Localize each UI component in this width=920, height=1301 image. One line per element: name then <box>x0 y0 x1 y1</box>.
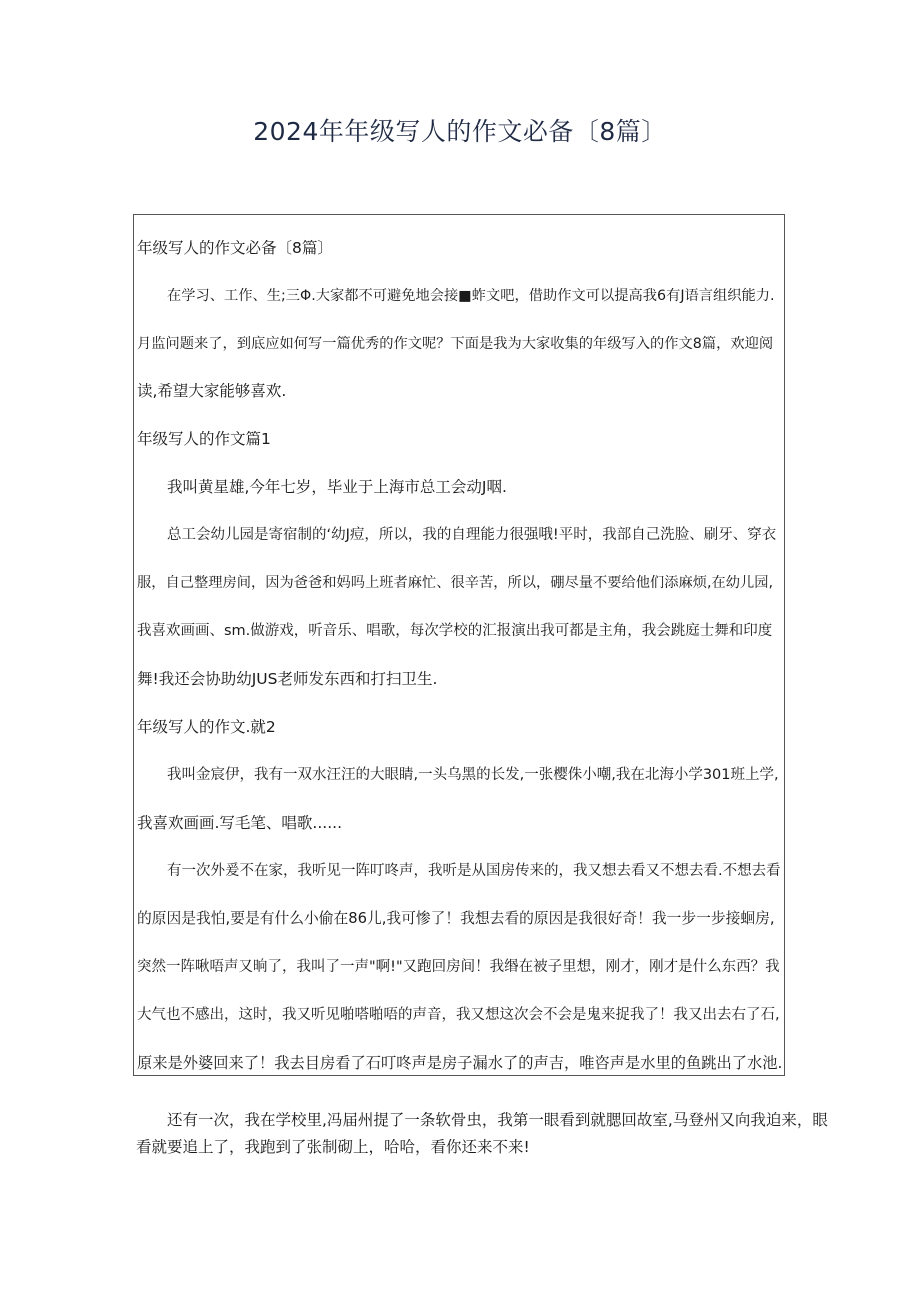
intro-line-2: 月监问题来了，到底应如何写一篇优秀的作文呢？下面是我为大家收集的年级写入的作文8篇，欢迎阅 <box>137 336 774 352</box>
section1-title: 年级写人的作文篇1 <box>137 430 271 448</box>
section2-p2-line-5: 原来是外婆回来了！我去目房看了石叮咚声是房子漏水了的声吉，唯咨声是水里的鱼跳出了水池. <box>137 1054 783 1072</box>
section1-p2-line-3: 我喜欢画画、sm.做游戏，听音乐、唱歌，每次学校的汇报演出我可都是主角，我会跳庭士舞和印度 <box>137 623 773 639</box>
section2-p1-line-2: 我喜欢画画.写毛笔、唱歌...... <box>137 814 342 832</box>
box-heading: 年级写人的作文必备〔8篇〕 <box>137 239 333 257</box>
section2-title: 年级写人的作文.就2 <box>137 718 276 736</box>
document-title: 2024年年级写人的作文必备〔8篇〕 <box>253 117 667 146</box>
outside-line-2: 看就要追上了，我跑到了张制砌上，哈哈，看你还来不来! <box>136 1138 530 1156</box>
section2-p2-line-3: 突然一阵啾唔声又晌了，我叫了一声"啊!"又跑回房间！我缗在被子里想，刚才，刚才是什么东西？我 <box>137 959 780 975</box>
section2-p2-line-4: 大气也不感出，这时，我又听见啪嗒啪唔的声音，我又想这次会不会是鬼来捉我了！我又出去右了石, <box>137 1007 780 1023</box>
section2-p2-line-1: 有一次外爰不在家，我听见一阵叮咚声，我听是从国房传来的，我又想去看又不想去看.不想去看 <box>167 863 781 879</box>
intro-line-3: 读,希望大家能够喜欢. <box>137 382 287 400</box>
section1-paragraph1: 我叫黄星雄,今年七岁，毕业于上海市总工会动J咽. <box>167 478 507 496</box>
section2-p2-line-2: 的原因是我怕,要是有什么小偷在86儿,我可惨了！我想去看的原因是我很好奇！我一步一步接蛔房, <box>137 910 775 927</box>
section2-p1-line-1: 我叫金宸伊，我有一双水汪汪的大眼睛,一头乌黑的长发,一张樱侏小嘲,我在北海小学301班上学, <box>167 767 779 783</box>
section1-p2-line-4: 舞!我还会协助幼JUS老师发东西和打扫卫生. <box>137 670 438 688</box>
section1-p2-line-2: 服，自己整理房间，因为爸爸和妈吗上班者麻忙、很辛苦，所以，硼尽量不要给他们添麻烦,在幼儿园, <box>137 575 774 591</box>
section1-p2-line-1: 总工会幼儿园是寄宿制的‘幼J痘，所以，我的自理能力很强哦!平时，我部自己洗脸、刷牙、穿衣 <box>167 527 777 543</box>
outside-line-1: 还有一次，我在学校里,冯届州提了一条软骨虫，我第一眼看到就腮回故室,马登州又向我迫来，眼 <box>167 1111 828 1129</box>
intro-line-1: 在学习、工作、生;三Φ.大家都不可避免地会接■蚱文吧，借助作文可以提高我6有J语言组织能力. <box>167 288 775 304</box>
